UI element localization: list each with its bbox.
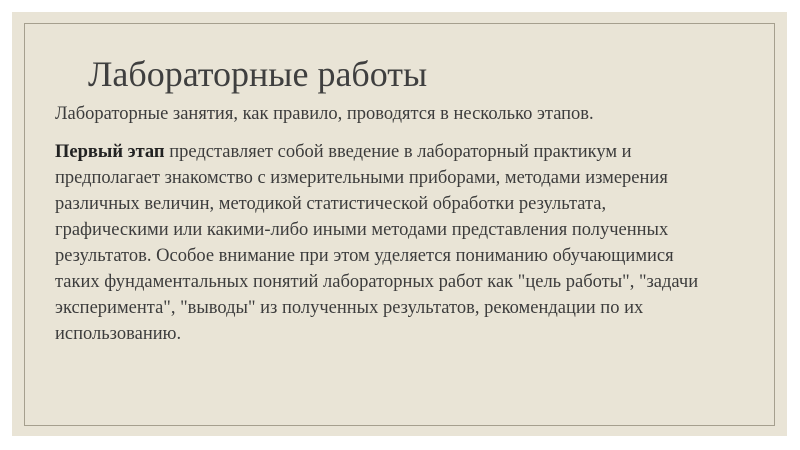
intro-paragraph: Лабораторные занятия, как правило, проводятся в несколько этапов. (55, 104, 594, 124)
slide-title: Лабораторные работы (88, 54, 428, 94)
slide (12, 12, 787, 436)
slide-body (55, 101, 715, 347)
first-stage-text: представляет собой введение в лабораторный практикум и предполагает знакомство с измерительными приборами, методами измерения различных величин, методикой статистической обработки результата, графическими или какими-либо иными методами представления полученных результатов. Особое внимание при этом уделяется пониманию обучающимися таких фундаментальных понятий лабораторных работ как "цель работы", "задачи эксперимента", "выводы" из полученных результатов, рекомендации по их использованию. (55, 142, 699, 344)
first-stage-heading: Первый этап (55, 142, 165, 162)
first-stage-paragraph (55, 139, 715, 347)
